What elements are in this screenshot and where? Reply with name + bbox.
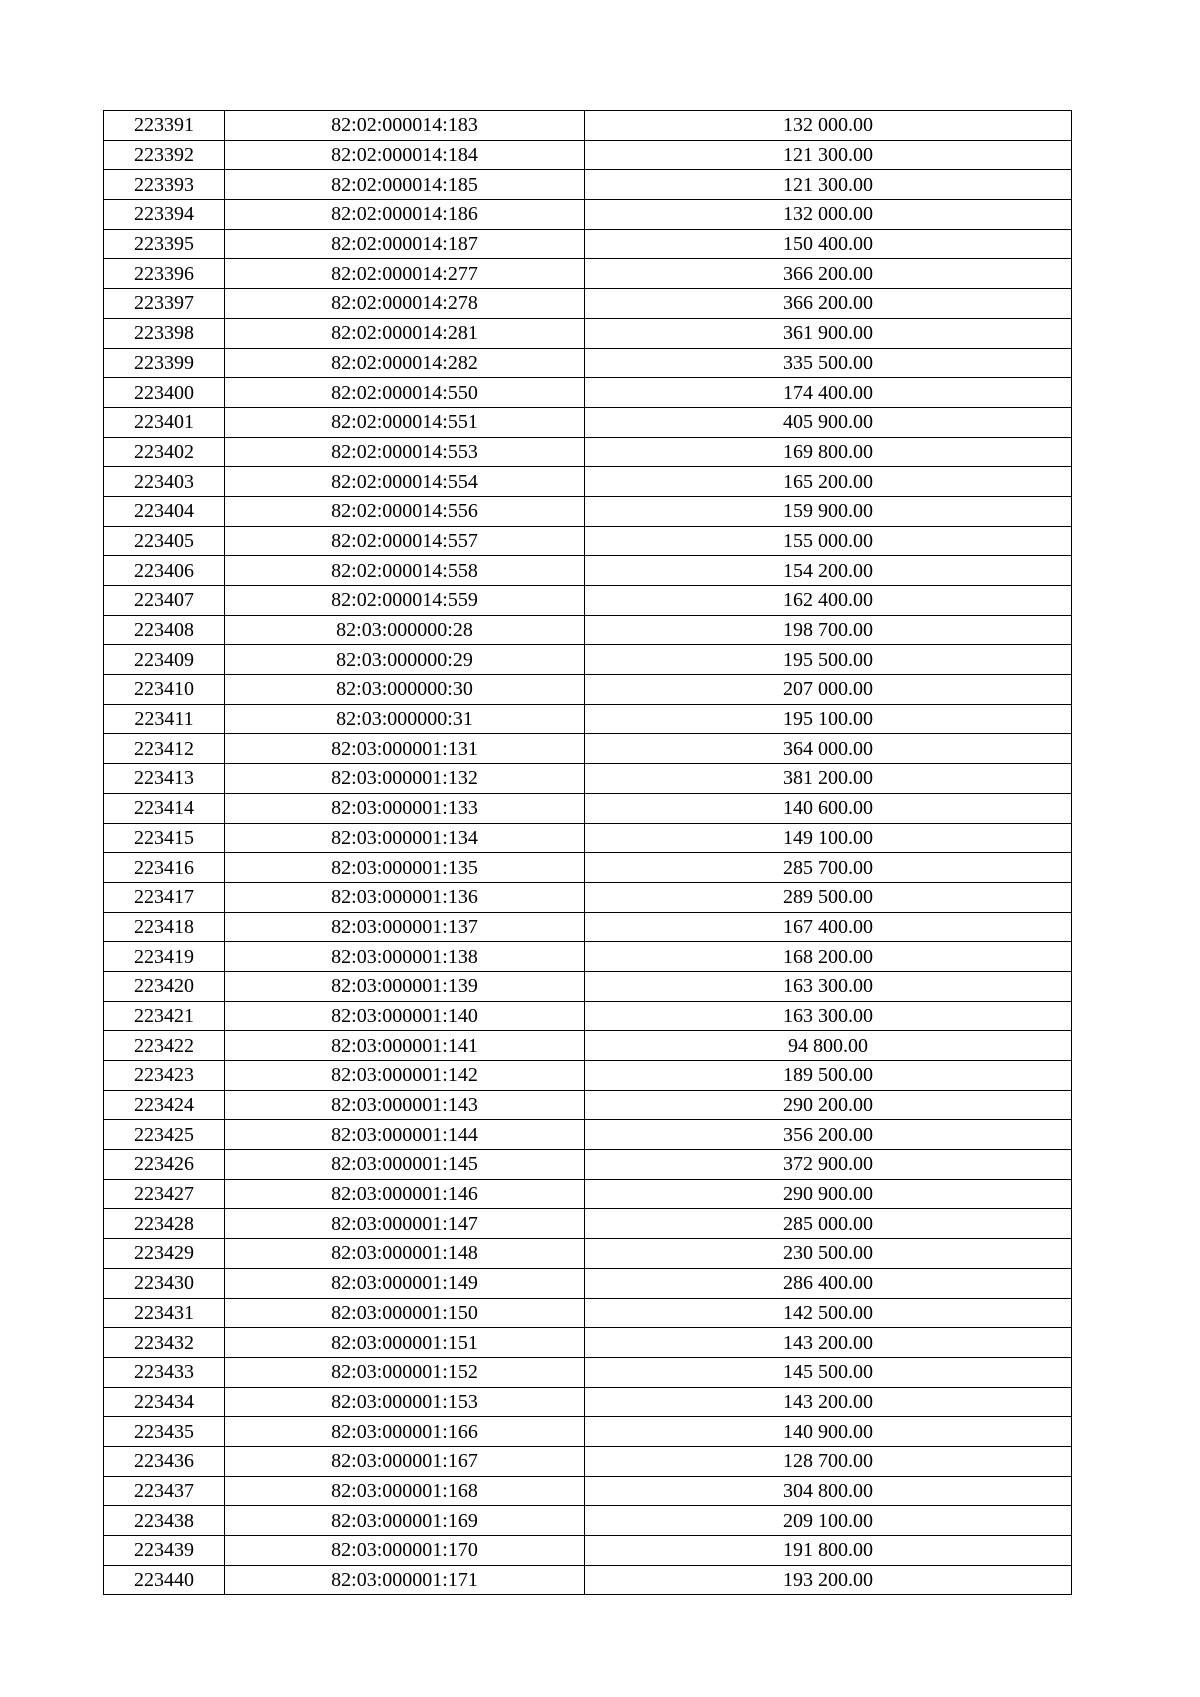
table-row	[104, 823, 1072, 853]
table-row	[104, 942, 1072, 972]
cadastral-number-cell: 82:02:000014:558	[225, 556, 585, 586]
cadastral-value-cell: 356 200.00	[585, 1120, 1072, 1150]
cadastral-value-cell: 285 700.00	[585, 853, 1072, 883]
table-row	[104, 1061, 1072, 1091]
cadastral-value-cell: 289 500.00	[585, 882, 1072, 912]
table-row	[104, 1387, 1072, 1417]
table-row	[104, 912, 1072, 942]
cadastral-number-cell: 82:03:000001:169	[225, 1506, 585, 1536]
cadastral-number-cell: 82:03:000001:168	[225, 1476, 585, 1506]
cadastral-value-cell: 121 300.00	[585, 140, 1072, 170]
row-number-cell: 223426	[104, 1150, 225, 1180]
row-number-cell: 223407	[104, 586, 225, 616]
row-number-cell: 223435	[104, 1417, 225, 1447]
cadastral-number-cell: 82:03:000001:139	[225, 971, 585, 1001]
cadastral-value-cell: 132 000.00	[585, 200, 1072, 230]
table-row	[104, 1179, 1072, 1209]
cadastral-value-cell: 286 400.00	[585, 1268, 1072, 1298]
cadastral-value-cell: 381 200.00	[585, 764, 1072, 794]
row-number-cell: 223395	[104, 229, 225, 259]
cadastral-number-cell: 82:03:000001:138	[225, 942, 585, 972]
cadastral-number-cell: 82:03:000001:171	[225, 1565, 585, 1595]
table-row	[104, 793, 1072, 823]
cadastral-value-cell: 143 200.00	[585, 1328, 1072, 1358]
cadastral-number-cell: 82:03:000001:170	[225, 1536, 585, 1566]
row-number-cell: 223409	[104, 645, 225, 675]
table-row	[104, 170, 1072, 200]
cadastral-number-cell: 82:03:000001:142	[225, 1061, 585, 1091]
cadastral-number-cell: 82:03:000001:137	[225, 912, 585, 942]
cadastral-value-cell: 290 900.00	[585, 1179, 1072, 1209]
cadastral-number-cell: 82:03:000001:131	[225, 734, 585, 764]
row-number-cell: 223428	[104, 1209, 225, 1239]
table-row	[104, 704, 1072, 734]
cadastral-value-table	[103, 110, 1072, 1595]
row-number-cell: 223410	[104, 675, 225, 705]
table-row	[104, 1565, 1072, 1595]
table-row	[104, 1328, 1072, 1358]
row-number-cell: 223404	[104, 496, 225, 526]
table-row	[104, 526, 1072, 556]
cadastral-value-cell: 121 300.00	[585, 170, 1072, 200]
row-number-cell: 223394	[104, 200, 225, 230]
row-number-cell: 223396	[104, 259, 225, 289]
cadastral-value-cell: 168 200.00	[585, 942, 1072, 972]
table-row	[104, 586, 1072, 616]
cadastral-value-cell: 191 800.00	[585, 1536, 1072, 1566]
table-row	[104, 1506, 1072, 1536]
cadastral-number-cell: 82:03:000000:31	[225, 704, 585, 734]
table-row	[104, 1446, 1072, 1476]
row-number-cell: 223424	[104, 1090, 225, 1120]
table-row	[104, 615, 1072, 645]
cadastral-value-cell: 335 500.00	[585, 348, 1072, 378]
table-body	[104, 111, 1072, 1595]
table-row	[104, 1298, 1072, 1328]
table-row	[104, 259, 1072, 289]
table-row	[104, 853, 1072, 883]
row-number-cell: 223402	[104, 437, 225, 467]
cadastral-value-cell: 304 800.00	[585, 1476, 1072, 1506]
row-number-cell: 223425	[104, 1120, 225, 1150]
cadastral-number-cell: 82:02:000014:556	[225, 496, 585, 526]
row-number-cell: 223434	[104, 1387, 225, 1417]
cadastral-number-cell: 82:02:000014:277	[225, 259, 585, 289]
row-number-cell: 223401	[104, 407, 225, 437]
cadastral-value-cell: 372 900.00	[585, 1150, 1072, 1180]
cadastral-number-cell: 82:03:000001:152	[225, 1357, 585, 1387]
cadastral-number-cell: 82:03:000001:146	[225, 1179, 585, 1209]
cadastral-number-cell: 82:02:000014:282	[225, 348, 585, 378]
cadastral-number-cell: 82:03:000001:135	[225, 853, 585, 883]
row-number-cell: 223422	[104, 1031, 225, 1061]
table-row	[104, 467, 1072, 497]
cadastral-value-cell: 209 100.00	[585, 1506, 1072, 1536]
cadastral-number-cell: 82:03:000001:153	[225, 1387, 585, 1417]
row-number-cell: 223418	[104, 912, 225, 942]
cadastral-number-cell: 82:03:000001:148	[225, 1239, 585, 1269]
cadastral-number-cell: 82:03:000000:29	[225, 645, 585, 675]
cadastral-value-cell: 132 000.00	[585, 111, 1072, 141]
cadastral-number-cell: 82:03:000001:149	[225, 1268, 585, 1298]
cadastral-value-cell: 193 200.00	[585, 1565, 1072, 1595]
cadastral-value-cell: 145 500.00	[585, 1357, 1072, 1387]
table-row	[104, 971, 1072, 1001]
cadastral-number-cell: 82:02:000014:278	[225, 289, 585, 319]
cadastral-value-cell: 405 900.00	[585, 407, 1072, 437]
row-number-cell: 223416	[104, 853, 225, 883]
table-row	[104, 229, 1072, 259]
table-row	[104, 1417, 1072, 1447]
cadastral-value-cell: 142 500.00	[585, 1298, 1072, 1328]
cadastral-number-cell: 82:03:000001:167	[225, 1446, 585, 1476]
row-number-cell: 223430	[104, 1268, 225, 1298]
row-number-cell: 223399	[104, 348, 225, 378]
row-number-cell: 223436	[104, 1446, 225, 1476]
table-row	[104, 675, 1072, 705]
table-row	[104, 1357, 1072, 1387]
row-number-cell: 223427	[104, 1179, 225, 1209]
row-number-cell: 223392	[104, 140, 225, 170]
row-number-cell: 223440	[104, 1565, 225, 1595]
cadastral-number-cell: 82:02:000014:185	[225, 170, 585, 200]
cadastral-number-cell: 82:03:000001:134	[225, 823, 585, 853]
table-row	[104, 496, 1072, 526]
table-row	[104, 1090, 1072, 1120]
cadastral-value-cell: 140 900.00	[585, 1417, 1072, 1447]
table-row	[104, 1536, 1072, 1566]
table-row	[104, 1209, 1072, 1239]
cadastral-value-cell: 150 400.00	[585, 229, 1072, 259]
table-row	[104, 200, 1072, 230]
cadastral-value-cell: 167 400.00	[585, 912, 1072, 942]
table-row	[104, 734, 1072, 764]
cadastral-value-cell: 155 000.00	[585, 526, 1072, 556]
row-number-cell: 223397	[104, 289, 225, 319]
row-number-cell: 223403	[104, 467, 225, 497]
row-number-cell: 223412	[104, 734, 225, 764]
table-row	[104, 1268, 1072, 1298]
cadastral-value-cell: 94 800.00	[585, 1031, 1072, 1061]
cadastral-number-cell: 82:02:000014:559	[225, 586, 585, 616]
row-number-cell: 223391	[104, 111, 225, 141]
table-row	[104, 1150, 1072, 1180]
cadastral-number-cell: 82:02:000014:551	[225, 407, 585, 437]
cadastral-value-cell: 195 100.00	[585, 704, 1072, 734]
cadastral-value-cell: 159 900.00	[585, 496, 1072, 526]
cadastral-value-cell: 198 700.00	[585, 615, 1072, 645]
cadastral-number-cell: 82:03:000001:145	[225, 1150, 585, 1180]
cadastral-number-cell: 82:02:000014:184	[225, 140, 585, 170]
row-number-cell: 223437	[104, 1476, 225, 1506]
table-row	[104, 1476, 1072, 1506]
table-row	[104, 289, 1072, 319]
cadastral-number-cell: 82:03:000001:140	[225, 1001, 585, 1031]
table-row	[104, 318, 1072, 348]
row-number-cell: 223415	[104, 823, 225, 853]
row-number-cell: 223429	[104, 1239, 225, 1269]
table-row	[104, 645, 1072, 675]
table-row	[104, 1120, 1072, 1150]
cadastral-number-cell: 82:03:000001:144	[225, 1120, 585, 1150]
cadastral-value-cell: 174 400.00	[585, 378, 1072, 408]
table-row	[104, 378, 1072, 408]
row-number-cell: 223431	[104, 1298, 225, 1328]
cadastral-value-cell: 169 800.00	[585, 437, 1072, 467]
cadastral-number-cell: 82:02:000014:183	[225, 111, 585, 141]
cadastral-number-cell: 82:02:000014:187	[225, 229, 585, 259]
table-row	[104, 1239, 1072, 1269]
cadastral-number-cell: 82:03:000001:143	[225, 1090, 585, 1120]
row-number-cell: 223432	[104, 1328, 225, 1358]
row-number-cell: 223398	[104, 318, 225, 348]
row-number-cell: 223417	[104, 882, 225, 912]
cadastral-value-cell: 361 900.00	[585, 318, 1072, 348]
table-row	[104, 140, 1072, 170]
cadastral-value-cell: 165 200.00	[585, 467, 1072, 497]
cadastral-value-cell: 285 000.00	[585, 1209, 1072, 1239]
cadastral-value-cell: 189 500.00	[585, 1061, 1072, 1091]
row-number-cell: 223421	[104, 1001, 225, 1031]
cadastral-value-cell: 162 400.00	[585, 586, 1072, 616]
row-number-cell: 223438	[104, 1506, 225, 1536]
cadastral-value-cell: 366 200.00	[585, 289, 1072, 319]
cadastral-number-cell: 82:03:000000:30	[225, 675, 585, 705]
cadastral-number-cell: 82:03:000001:147	[225, 1209, 585, 1239]
table-row	[104, 764, 1072, 794]
cadastral-value-cell: 163 300.00	[585, 971, 1072, 1001]
cadastral-value-cell: 207 000.00	[585, 675, 1072, 705]
cadastral-value-cell: 143 200.00	[585, 1387, 1072, 1417]
cadastral-value-cell: 195 500.00	[585, 645, 1072, 675]
row-number-cell: 223420	[104, 971, 225, 1001]
cadastral-number-cell: 82:03:000001:132	[225, 764, 585, 794]
table-row	[104, 1001, 1072, 1031]
cadastral-value-cell: 163 300.00	[585, 1001, 1072, 1031]
cadastral-number-cell: 82:03:000000:28	[225, 615, 585, 645]
table-row	[104, 882, 1072, 912]
cadastral-value-cell: 364 000.00	[585, 734, 1072, 764]
row-number-cell: 223408	[104, 615, 225, 645]
row-number-cell: 223411	[104, 704, 225, 734]
row-number-cell: 223439	[104, 1536, 225, 1566]
row-number-cell: 223393	[104, 170, 225, 200]
cadastral-number-cell: 82:02:000014:557	[225, 526, 585, 556]
row-number-cell: 223414	[104, 793, 225, 823]
table-row	[104, 407, 1072, 437]
cadastral-number-cell: 82:03:000001:151	[225, 1328, 585, 1358]
table-row	[104, 348, 1072, 378]
row-number-cell: 223400	[104, 378, 225, 408]
cadastral-value-cell: 366 200.00	[585, 259, 1072, 289]
cadastral-number-cell: 82:02:000014:281	[225, 318, 585, 348]
row-number-cell: 223433	[104, 1357, 225, 1387]
cadastral-number-cell: 82:03:000001:141	[225, 1031, 585, 1061]
cadastral-value-cell: 149 100.00	[585, 823, 1072, 853]
table-row	[104, 437, 1072, 467]
table-row	[104, 111, 1072, 141]
cadastral-value-cell: 290 200.00	[585, 1090, 1072, 1120]
cadastral-number-cell: 82:03:000001:166	[225, 1417, 585, 1447]
cadastral-number-cell: 82:03:000001:150	[225, 1298, 585, 1328]
cadastral-number-cell: 82:03:000001:133	[225, 793, 585, 823]
cadastral-value-cell: 154 200.00	[585, 556, 1072, 586]
table-row	[104, 1031, 1072, 1061]
cadastral-value-cell: 230 500.00	[585, 1239, 1072, 1269]
cadastral-number-cell: 82:02:000014:550	[225, 378, 585, 408]
cadastral-number-cell: 82:03:000001:136	[225, 882, 585, 912]
cadastral-number-cell: 82:02:000014:554	[225, 467, 585, 497]
row-number-cell: 223423	[104, 1061, 225, 1091]
cadastral-value-cell: 128 700.00	[585, 1446, 1072, 1476]
row-number-cell: 223419	[104, 942, 225, 972]
row-number-cell: 223413	[104, 764, 225, 794]
table-row	[104, 556, 1072, 586]
cadastral-number-cell: 82:02:000014:186	[225, 200, 585, 230]
cadastral-number-cell: 82:02:000014:553	[225, 437, 585, 467]
row-number-cell: 223405	[104, 526, 225, 556]
row-number-cell: 223406	[104, 556, 225, 586]
cadastral-value-cell: 140 600.00	[585, 793, 1072, 823]
